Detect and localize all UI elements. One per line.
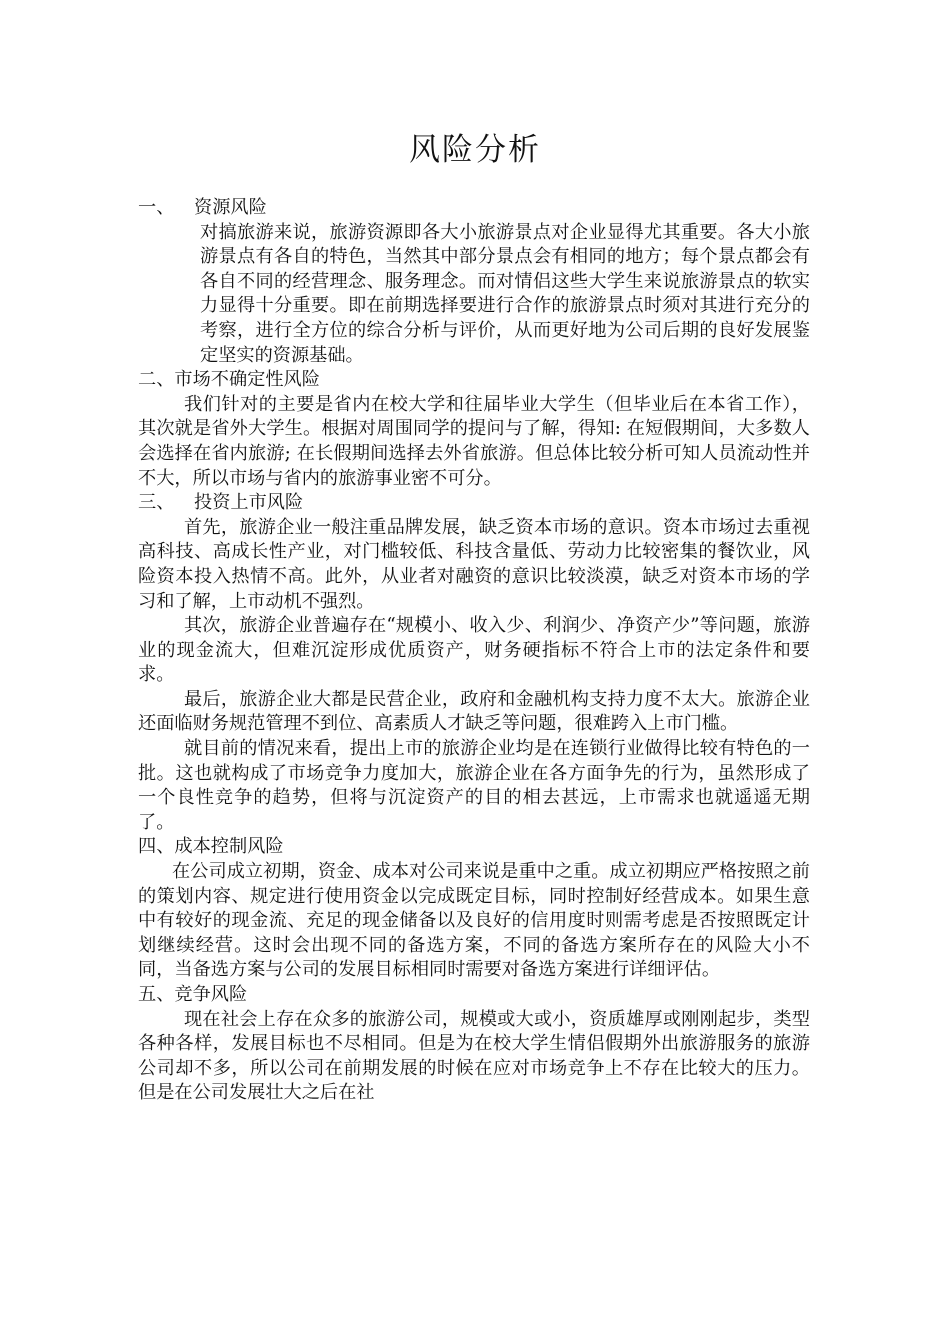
section-number: 二、 [138, 369, 175, 391]
section-3-heading [138, 491, 810, 516]
section-title: 资源风险 [194, 197, 267, 218]
section-1-heading [138, 196, 810, 221]
section-3-paragraph-1: 首先，旅游企业一般注重品牌发展，缺乏资本市场的意识。资本市场过去重视高科技、高成长性产业，对门槛较低、科技含量低、劳动力比较密集的餐饮业，风险资本投入热情不高。此外，从业者对融资的意识比较淡漠，缺乏对资本市场的学习和了解，上市动机不强烈。 [138, 516, 810, 612]
section-number: 五、 [138, 984, 175, 1005]
section-title: 市场不确定性风险 [174, 369, 320, 391]
section-title: 成本控制风险 [174, 836, 284, 858]
section-3-paragraph-2: 其次，旅游企业普遍存在“规模小、收入少、利润少、净资产少”等问题，旅游业的现金流大，但难沉淀形成优质资产，财务硬指标不符合上市的法定条件和要求。 [138, 615, 810, 686]
page-title: 风险分析 [409, 132, 541, 168]
document-body [138, 196, 810, 1106]
section-title: 投资上市风险 [194, 492, 304, 514]
section-title: 竞争风险 [174, 984, 248, 1005]
section-4-paragraph: 在公司成立初期，资金、成本对公司来说是重中之重。成立初期应严格按照之前的策划内容、规定进行使用资金以完成既定目标，同时控制好经营成本。如果生意中有较好的现金流、充足的现金储备以及良好的信用度时则需考虑是否按照既定计划继续经营。这时会出现不同的备选方案，不同的备选方案所存在的风险大小不同，当备选方案与公司的发展目标相同时需要对备选方案进行详细评估。 [138, 861, 810, 981]
section-number: 三、 [138, 492, 175, 514]
section-number: 一、 [138, 197, 175, 218]
section-2-heading [138, 368, 810, 393]
section-3-paragraph-3: 最后，旅游企业大都是民营企业，政府和金融机构支持力度不太大。旅游企业还面临财务规范管理不到位、高素质人才缺乏等问题，很难跨入上市门槛。 [138, 688, 810, 735]
section-4-heading [138, 835, 810, 860]
section-1-paragraph: 对搞旅游来说，旅游资源即各大小旅游景点对企业显得尤其重要。各大小旅游景点有各自的特色，当然其中部分景点会有相同的地方；每个景点都会有各自不同的经营理念、服务理念。而对情侣这些大学生来说旅游景点的软实力显得十分重要。即在前期选择要进行合作的旅游景点时须对其进行充分的考察，进行全方位的综合分析与评价，从而更好地为公司后期的良好发展鉴定坚实的资源基础。 [200, 221, 810, 366]
section-3-paragraph-4: 就目前的情况来看，提出上市的旅游企业均是在连锁行业做得比较有特色的一批。这也就构成了市场竞争力度加大，旅游企业在各方面争先的行为，虽然形成了一个良性竞争的趋势，但将与沉淀资产的目的相去甚远，上市需求也就遥遥无期了。 [138, 738, 810, 833]
section-number: 四、 [138, 836, 175, 858]
section-2-paragraph: 我们针对的主要是省内在校大学和往届毕业大学生（但毕业后在本省工作），其次就是省外大学生。根据对周围同学的提问与了解，得知: 在短假期间，大多数人会选择在省内旅游; 在长假期间选择去外省旅游。但总体比较分析可知人员流动性并不大，所以市场与省内的旅游事业密不可分。 [138, 393, 810, 489]
section-5-paragraph: 现在社会上存在众多的旅游公司，规模或大或小，资质雄厚或刚刚起步，类型各种各样，发展目标也不尽相同。但是为在校大学生情侣假期外出旅游服务的旅游公司却不多，所以公司在前期发展的时候在应对市场竞争上不存在比较大的压力。但是在公司发展壮大之后在社 [138, 1008, 810, 1104]
section-5-heading [138, 983, 810, 1008]
